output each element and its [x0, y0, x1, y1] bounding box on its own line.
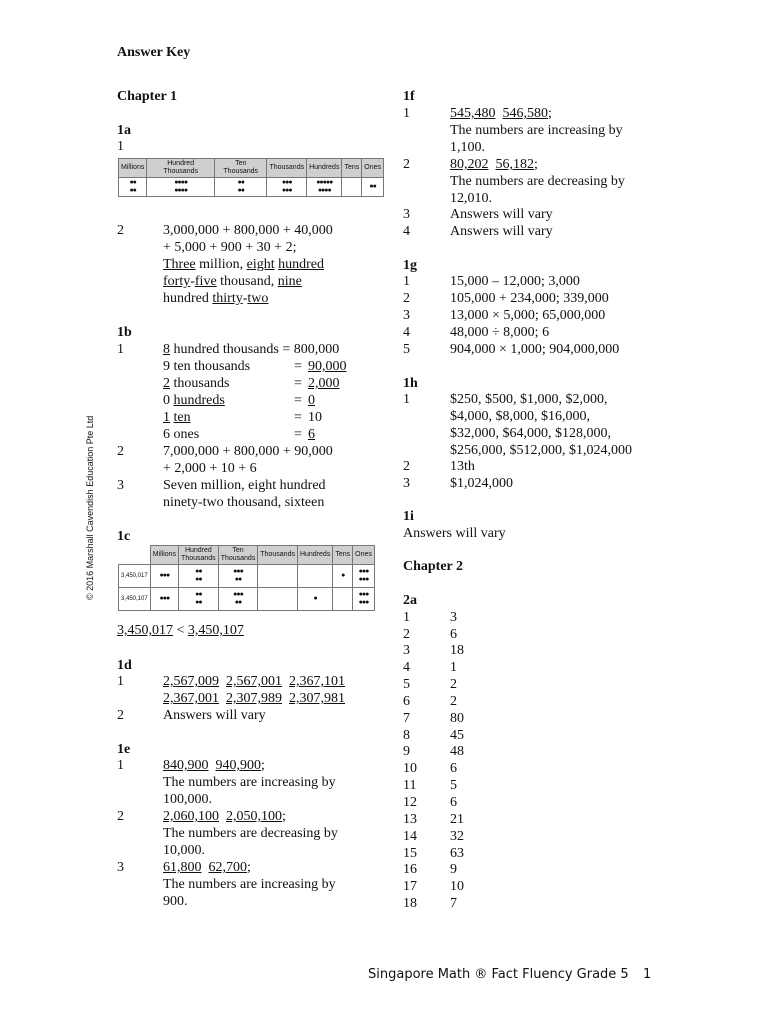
pattern-values	[163, 859, 251, 876]
answer-text: 13th	[450, 459, 475, 474]
item-1a-2-number: 2	[117, 223, 124, 238]
value-underlined: 2,567,001	[226, 674, 282, 689]
pattern-values	[450, 156, 538, 173]
word-underlined: hundred	[278, 257, 324, 272]
item-number: 5	[403, 342, 410, 357]
item-1h-3-number: 3	[403, 476, 410, 491]
row-label: 3,450,017	[119, 565, 151, 588]
pattern-description-line-1: The numbers are decreasing by	[450, 174, 625, 189]
counter-dots	[258, 565, 298, 588]
counter-dots: ●●●	[150, 565, 178, 588]
item-1d-1-number: 1	[117, 674, 124, 689]
semicolon: ;	[534, 157, 538, 172]
place-value-underlined	[308, 375, 340, 392]
header-ones: Ones	[353, 546, 375, 565]
item-number: 3	[403, 308, 410, 323]
counter-dots: ●● ●●	[215, 178, 267, 197]
equals-sign: =	[294, 359, 302, 374]
counter-dots: ●●● ●●	[218, 565, 258, 588]
header-hundred-thousands: Hundred Thousands	[147, 159, 215, 178]
value-underlined: 546,580	[502, 106, 548, 121]
value-underlined: 2,307,981	[289, 691, 345, 706]
value-underlined: 6	[308, 427, 315, 442]
number-words-line-1	[163, 256, 324, 273]
pattern-description-line-2: 900.	[163, 894, 188, 909]
copyright-side-text: © 2016 Marshall Cavendish Education Pte Ltd	[85, 415, 95, 600]
chapter-2-heading: Chapter 2	[403, 559, 464, 574]
pattern-values	[163, 757, 265, 774]
answer-value: 18	[450, 643, 464, 658]
item-1h-2-number: 2	[403, 459, 410, 474]
sequence-line-3: $32,000, $64,000, $128,000,	[450, 426, 611, 441]
item-number: 14	[403, 829, 417, 844]
item-number: 7	[403, 711, 410, 726]
value-underlined: 2,307,989	[226, 691, 282, 706]
header-tens: Tens	[342, 159, 362, 178]
word: -	[242, 291, 248, 306]
digit-underlined: 1	[163, 410, 170, 425]
answer-value: 21	[450, 812, 464, 827]
pattern-description-line-2: 100,000.	[163, 792, 212, 807]
section-1d-label: 1d	[117, 658, 132, 673]
section-2a-label: 2a	[403, 593, 417, 608]
value-underlined: 62,700	[208, 860, 247, 875]
place-name-underlined: ten	[173, 410, 191, 425]
item-number: 5	[403, 677, 410, 692]
equals-sign: =	[294, 393, 302, 408]
number-words-line-1: Seven million, eight hundred	[163, 478, 326, 493]
word-underlined: nine	[277, 274, 302, 289]
pattern-description-line-1: The numbers are decreasing by	[163, 826, 338, 841]
value-underlined: 2,367,101	[289, 674, 345, 689]
word-underlined: thirty	[212, 291, 243, 306]
value-underlined: 840,900	[163, 758, 209, 773]
answer-value: 1	[450, 660, 457, 675]
counter-dots	[342, 178, 362, 197]
answer-value: 6	[450, 795, 457, 810]
header-hundreds: Hundreds	[297, 546, 332, 565]
counter-dots: ●●● ●●●	[353, 588, 375, 611]
item-1e-1-number: 1	[117, 758, 124, 773]
digit-underlined: 8	[163, 342, 170, 357]
ordered-values-line-2	[163, 690, 345, 707]
footer-title: Singapore Math ® Fact Fluency Grade 5	[368, 967, 629, 982]
comparison-statement	[117, 622, 244, 639]
answer-text: 13,000 × 5,000; 65,000,000	[450, 308, 606, 323]
place-value-row-5	[163, 409, 191, 426]
item-number: 1	[403, 610, 410, 625]
section-1i-label: 1i	[403, 509, 414, 524]
place-value-underlined	[308, 358, 347, 375]
chapter-1-heading: Chapter 1	[117, 89, 178, 104]
less-than-sign: <	[176, 623, 185, 638]
expanded-form-line-2: + 5,000 + 900 + 30 + 2;	[163, 240, 297, 255]
item-number: 17	[403, 879, 417, 894]
answer-text: 904,000 × 1,000; 904,000,000	[450, 342, 620, 357]
page-title: Answer Key	[117, 45, 191, 60]
item-1h-1-number: 1	[403, 392, 410, 407]
item-number: 4	[403, 660, 410, 675]
section-1b-label: 1b	[117, 325, 132, 340]
pattern-values	[163, 808, 286, 825]
place-value-row-6: 6 ones	[163, 427, 200, 442]
word-underlined: eight	[246, 257, 275, 272]
counter-dots: ●	[297, 588, 332, 611]
word-underlined: five	[194, 274, 217, 289]
place-name: thousands	[173, 376, 230, 391]
section-1h-label: 1h	[403, 376, 418, 391]
counter-dots: ●● ●●	[119, 178, 147, 197]
item-number: 11	[403, 778, 417, 793]
section-1g-label: 1g	[403, 258, 417, 273]
value-underlined: 2,367,001	[163, 691, 219, 706]
item-number: 2	[403, 627, 410, 642]
word: hundred	[163, 291, 209, 306]
semicolon: ;	[548, 106, 552, 121]
answer-value: 48	[450, 744, 464, 759]
item-number: 15	[403, 846, 417, 861]
value-underlined: 2,567,009	[163, 674, 219, 689]
number-words-line-3	[163, 290, 268, 307]
value-underlined: 0	[308, 393, 315, 408]
counter-dots	[333, 588, 353, 611]
place-value-underlined	[308, 392, 315, 409]
header-millions: Millions	[119, 159, 147, 178]
answer-text: 48,000 ÷ 8,000; 6	[450, 325, 550, 340]
answer-text: 105,000 + 234,000; 339,000	[450, 291, 609, 306]
header-ten-thousands: Ten Thousands	[218, 546, 258, 565]
header-hundred-thousands: Hundred Thousands	[179, 546, 219, 565]
equals-sign: =	[294, 410, 302, 425]
value-underlined: 2,050,100	[226, 809, 282, 824]
item-1b-3-number: 3	[117, 478, 124, 493]
pattern-description-line-2: 1,100.	[450, 140, 485, 155]
place-name-underlined: hundreds	[173, 393, 225, 408]
counter-dots: ●●● ●●●	[267, 178, 307, 197]
word-underlined: forty	[163, 274, 191, 289]
sequence-line-4: $256,000, $512,000, $1,024,000	[450, 443, 632, 458]
place-value-underlined	[308, 426, 315, 443]
expanded-form-line-1: 7,000,000 + 800,000 + 90,000	[163, 444, 333, 459]
counter-dots	[297, 565, 332, 588]
row-label: 3,450,107	[119, 588, 151, 611]
item-1f-3-number: 3	[403, 207, 410, 222]
number-words-line-2	[163, 273, 302, 290]
blank-corner	[119, 546, 151, 565]
digit: 0	[163, 393, 170, 408]
word: thousand,	[220, 274, 275, 289]
counter-dots: ●● ●●	[179, 588, 219, 611]
item-1e-3-number: 3	[117, 860, 124, 875]
place-value-table-1c	[118, 545, 375, 611]
header-tens: Tens	[333, 546, 353, 565]
answer-value: 2	[450, 694, 457, 709]
word: -	[190, 274, 195, 289]
expanded-form-line-1: 3,000,000 + 800,000 + 40,000	[163, 223, 333, 238]
answer-value: 2	[450, 677, 457, 692]
pattern-description-line-2: 12,010.	[450, 191, 492, 206]
place-value-table-1a	[118, 158, 384, 197]
answer-value: 80	[450, 711, 464, 726]
place-value-row-2: 9 ten thousands	[163, 359, 251, 374]
answer-value: 5	[450, 778, 457, 793]
header-hundreds: Hundreds	[307, 159, 342, 178]
item-number: 18	[403, 896, 417, 911]
value-underlined: 2,060,100	[163, 809, 219, 824]
counter-dots: ●● ●●	[179, 565, 219, 588]
semicolon: ;	[261, 758, 265, 773]
value-underlined: 545,480	[450, 106, 496, 121]
counter-dots: ●●●●● ●●●●	[307, 178, 342, 197]
item-number: 4	[403, 325, 410, 340]
section-1f-label: 1f	[403, 89, 415, 104]
item-number: 3	[403, 643, 410, 658]
item-number: 16	[403, 862, 417, 877]
sequence-line-1: $250, $500, $1,000, $2,000,	[450, 392, 608, 407]
value-underlined: 940,900	[215, 758, 261, 773]
header-thousands: Thousands	[267, 159, 307, 178]
counter-dots: ●●● ●●●	[353, 565, 375, 588]
item-number: 1	[403, 274, 410, 289]
item-number: 8	[403, 728, 410, 743]
answer-value: 9	[450, 862, 457, 877]
counter-dots: ●●	[362, 178, 384, 197]
item-number: 13	[403, 812, 417, 827]
number-words-line-2: ninety-two thousand, sixteen	[163, 495, 325, 510]
item-1b-2-number: 2	[117, 444, 124, 459]
sequence-line-2: $4,000, $8,000, $16,000,	[450, 409, 590, 424]
value-underlined: 90,000	[308, 359, 347, 374]
section-1c-label: 1c	[117, 529, 131, 544]
pattern-values	[450, 105, 552, 122]
answer-value: 45	[450, 728, 464, 743]
section-1e-label: 1e	[117, 742, 131, 757]
item-1f-1-number: 1	[403, 106, 410, 121]
value-underlined: 3,450,107	[187, 623, 244, 638]
item-1d-2-number: 2	[117, 708, 124, 723]
place-value: = 800,000	[282, 342, 340, 357]
answer-value: 10	[450, 879, 464, 894]
header-thousands: Thousands	[258, 546, 298, 565]
answer-value: 6	[450, 761, 457, 776]
item-1a-1-number: 1	[117, 139, 124, 154]
pattern-description-line-1: The numbers are increasing by	[163, 775, 336, 790]
header-millions: Millions	[150, 546, 178, 565]
header-ten-thousands: Ten Thousands	[215, 159, 267, 178]
place-value-row-4	[163, 392, 225, 409]
pattern-description-line-1: The numbers are increasing by	[450, 123, 623, 138]
value-underlined: 2,000	[308, 376, 340, 391]
value-underlined: 61,800	[163, 860, 202, 875]
answer-value: 32	[450, 829, 464, 844]
item-1f-2-number: 2	[403, 157, 410, 172]
answer-text: Answers will vary	[163, 708, 266, 723]
counter-dots: ●●● ●●	[218, 588, 258, 611]
ordered-values-line-1	[163, 673, 345, 690]
item-number: 9	[403, 744, 410, 759]
item-1e-2-number: 2	[117, 809, 124, 824]
section-1a-label: 1a	[117, 123, 131, 138]
value-underlined: 3,450,017	[117, 623, 173, 638]
place-value-row-1	[163, 341, 339, 358]
counter-dots: ●●●● ●●●●	[147, 178, 215, 197]
value-underlined: 56,182	[495, 157, 534, 172]
header-ones: Ones	[362, 159, 384, 178]
answer-value: 6	[450, 627, 457, 642]
expanded-form-line-2: + 2,000 + 10 + 6	[163, 461, 257, 476]
digit-underlined: 2	[163, 376, 170, 391]
place-value: 10	[308, 410, 322, 425]
answer-text: 15,000 – 12,000; 3,000	[450, 274, 580, 289]
item-1f-4-number: 4	[403, 224, 410, 239]
counter-dots: ●●●	[150, 588, 178, 611]
word-underlined: Three	[163, 257, 196, 272]
value-underlined: 80,202	[450, 157, 489, 172]
place-value-row-3	[163, 375, 230, 392]
item-number: 6	[403, 694, 410, 709]
item-number: 12	[403, 795, 417, 810]
answer-text: Answers will vary	[450, 207, 553, 222]
equals-sign: =	[294, 376, 302, 391]
counter-dots	[258, 588, 298, 611]
answer-value: 63	[450, 846, 464, 861]
equals-sign: =	[294, 427, 302, 442]
answer-value: 7	[450, 896, 457, 911]
item-number: 2	[403, 291, 410, 306]
item-number: 10	[403, 761, 417, 776]
place-name: hundred thousands	[173, 342, 279, 357]
semicolon: ;	[247, 860, 251, 875]
pattern-description-line-1: The numbers are increasing by	[163, 877, 336, 892]
counter-dots: ●	[333, 565, 353, 588]
footer-page-number: 1	[643, 967, 652, 982]
item-1b-1-number: 1	[117, 342, 124, 357]
answer-text: Answers will vary	[450, 224, 553, 239]
answer-text: $1,024,000	[450, 476, 513, 491]
answer-value: 3	[450, 610, 457, 625]
pattern-description-line-2: 10,000.	[163, 843, 205, 858]
word-underlined: two	[247, 291, 269, 306]
word: million,	[199, 257, 244, 272]
semicolon: ;	[282, 809, 286, 824]
answer-text: Answers will vary	[403, 526, 506, 541]
